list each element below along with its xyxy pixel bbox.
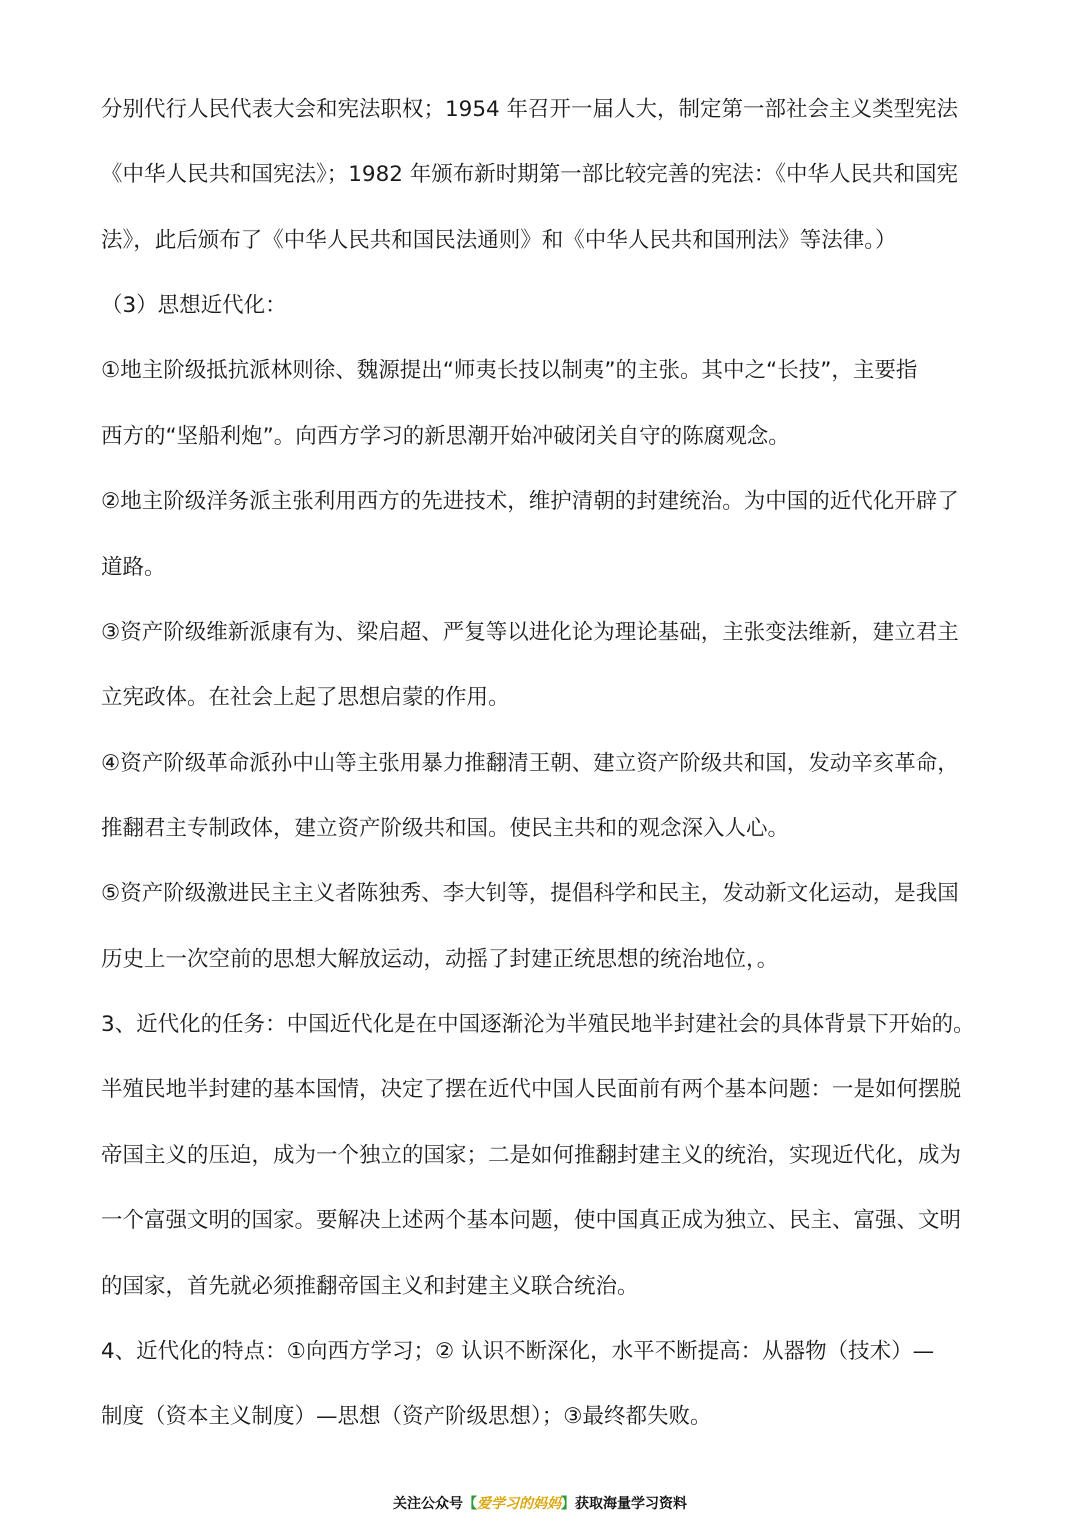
text-line: 4、近代化的特点：①向西方学习；② 认识不断深化，水平不断提高：从器物（技术）—: [101, 1339, 935, 1364]
text-line: 一个富强文明的国家。要解决上述两个基本问题，使中国真正成为独立、民主、富强、文明: [101, 1208, 962, 1233]
text-line: 《中华人民共和国宪法》；1982 年颁布新时期第一部比较完善的宪法：《中华人民共和国宪: [101, 162, 959, 187]
text-line: 分别代行人民代表大会和宪法职权；1954 年召开一届人大，制定第一部社会主义类型宪法: [101, 97, 959, 122]
text-line: 3、近代化的任务：中国近代化是在中国逐渐沦为半殖民地半封建社会的具体背景下开始的。: [101, 1012, 975, 1037]
footer-bracket-close: 】: [561, 1496, 575, 1512]
footer-suffix: 获取海量学习资料: [575, 1496, 687, 1512]
footer-brand: 爱学习的妈妈: [477, 1496, 561, 1512]
footer-promo: [0, 1494, 1080, 1514]
text-line: 立宪政体。在社会上起了思想启蒙的作用。: [101, 685, 510, 710]
text-line: 帝国主义的压迫，成为一个独立的国家；二是如何推翻封建主义的统治，实现近代化，成为: [101, 1143, 962, 1168]
text-line: ①地主阶级抵抗派林则徐、魏源提出“师夷长技以制夷”的主张。其中之“长技”，主要指: [101, 358, 918, 383]
text-line: ④资产阶级革命派孙中山等主张用暴力推翻清王朝、建立资产阶级共和国，发动辛亥革命，: [101, 751, 959, 776]
footer-prefix: 关注公众号: [393, 1496, 463, 1512]
text-line: 历史上一次空前的思想大解放运动，动摇了封建正统思想的统治地位，。: [101, 947, 779, 972]
text-line: 推翻君主专制政体，建立资产阶级共和国。使民主共和的观念深入人心。: [101, 816, 790, 841]
section-heading: （3）思想近代化：: [101, 293, 287, 318]
text-line: ②地主阶级洋务派主张利用西方的先进技术，维护清朝的封建统治。为中国的近代化开辟了: [101, 489, 959, 514]
footer-bracket-open: 【: [463, 1496, 477, 1512]
text-line: 制度（资本主义制度）—思想（资产阶级思想）；③最终都失败。: [101, 1404, 712, 1429]
text-line: 西方的“坚船利炮”。向西方学习的新思潮开始冲破闭关自守的陈腐观念。: [101, 424, 790, 449]
text-line: 法》，此后颁布了《中华人民共和国民法通则》和《中华人民共和国刑法》等法律。）: [101, 228, 897, 253]
text-line: 的国家，首先就必须推翻帝国主义和封建主义联合统治。: [101, 1274, 639, 1299]
text-line: ③资产阶级维新派康有为、梁启超、严复等以进化论为理论基础，主张变法维新，建立君主: [101, 620, 959, 645]
text-line: 半殖民地半封建的基本国情，决定了摆在近代中国人民面前有两个基本问题：一是如何摆脱: [101, 1077, 962, 1102]
text-line: 道路。: [101, 555, 166, 580]
text-line: ⑤资产阶级激进民主主义者陈独秀、李大钊等，提倡科学和民主，发动新文化运动，是我国: [101, 881, 959, 906]
